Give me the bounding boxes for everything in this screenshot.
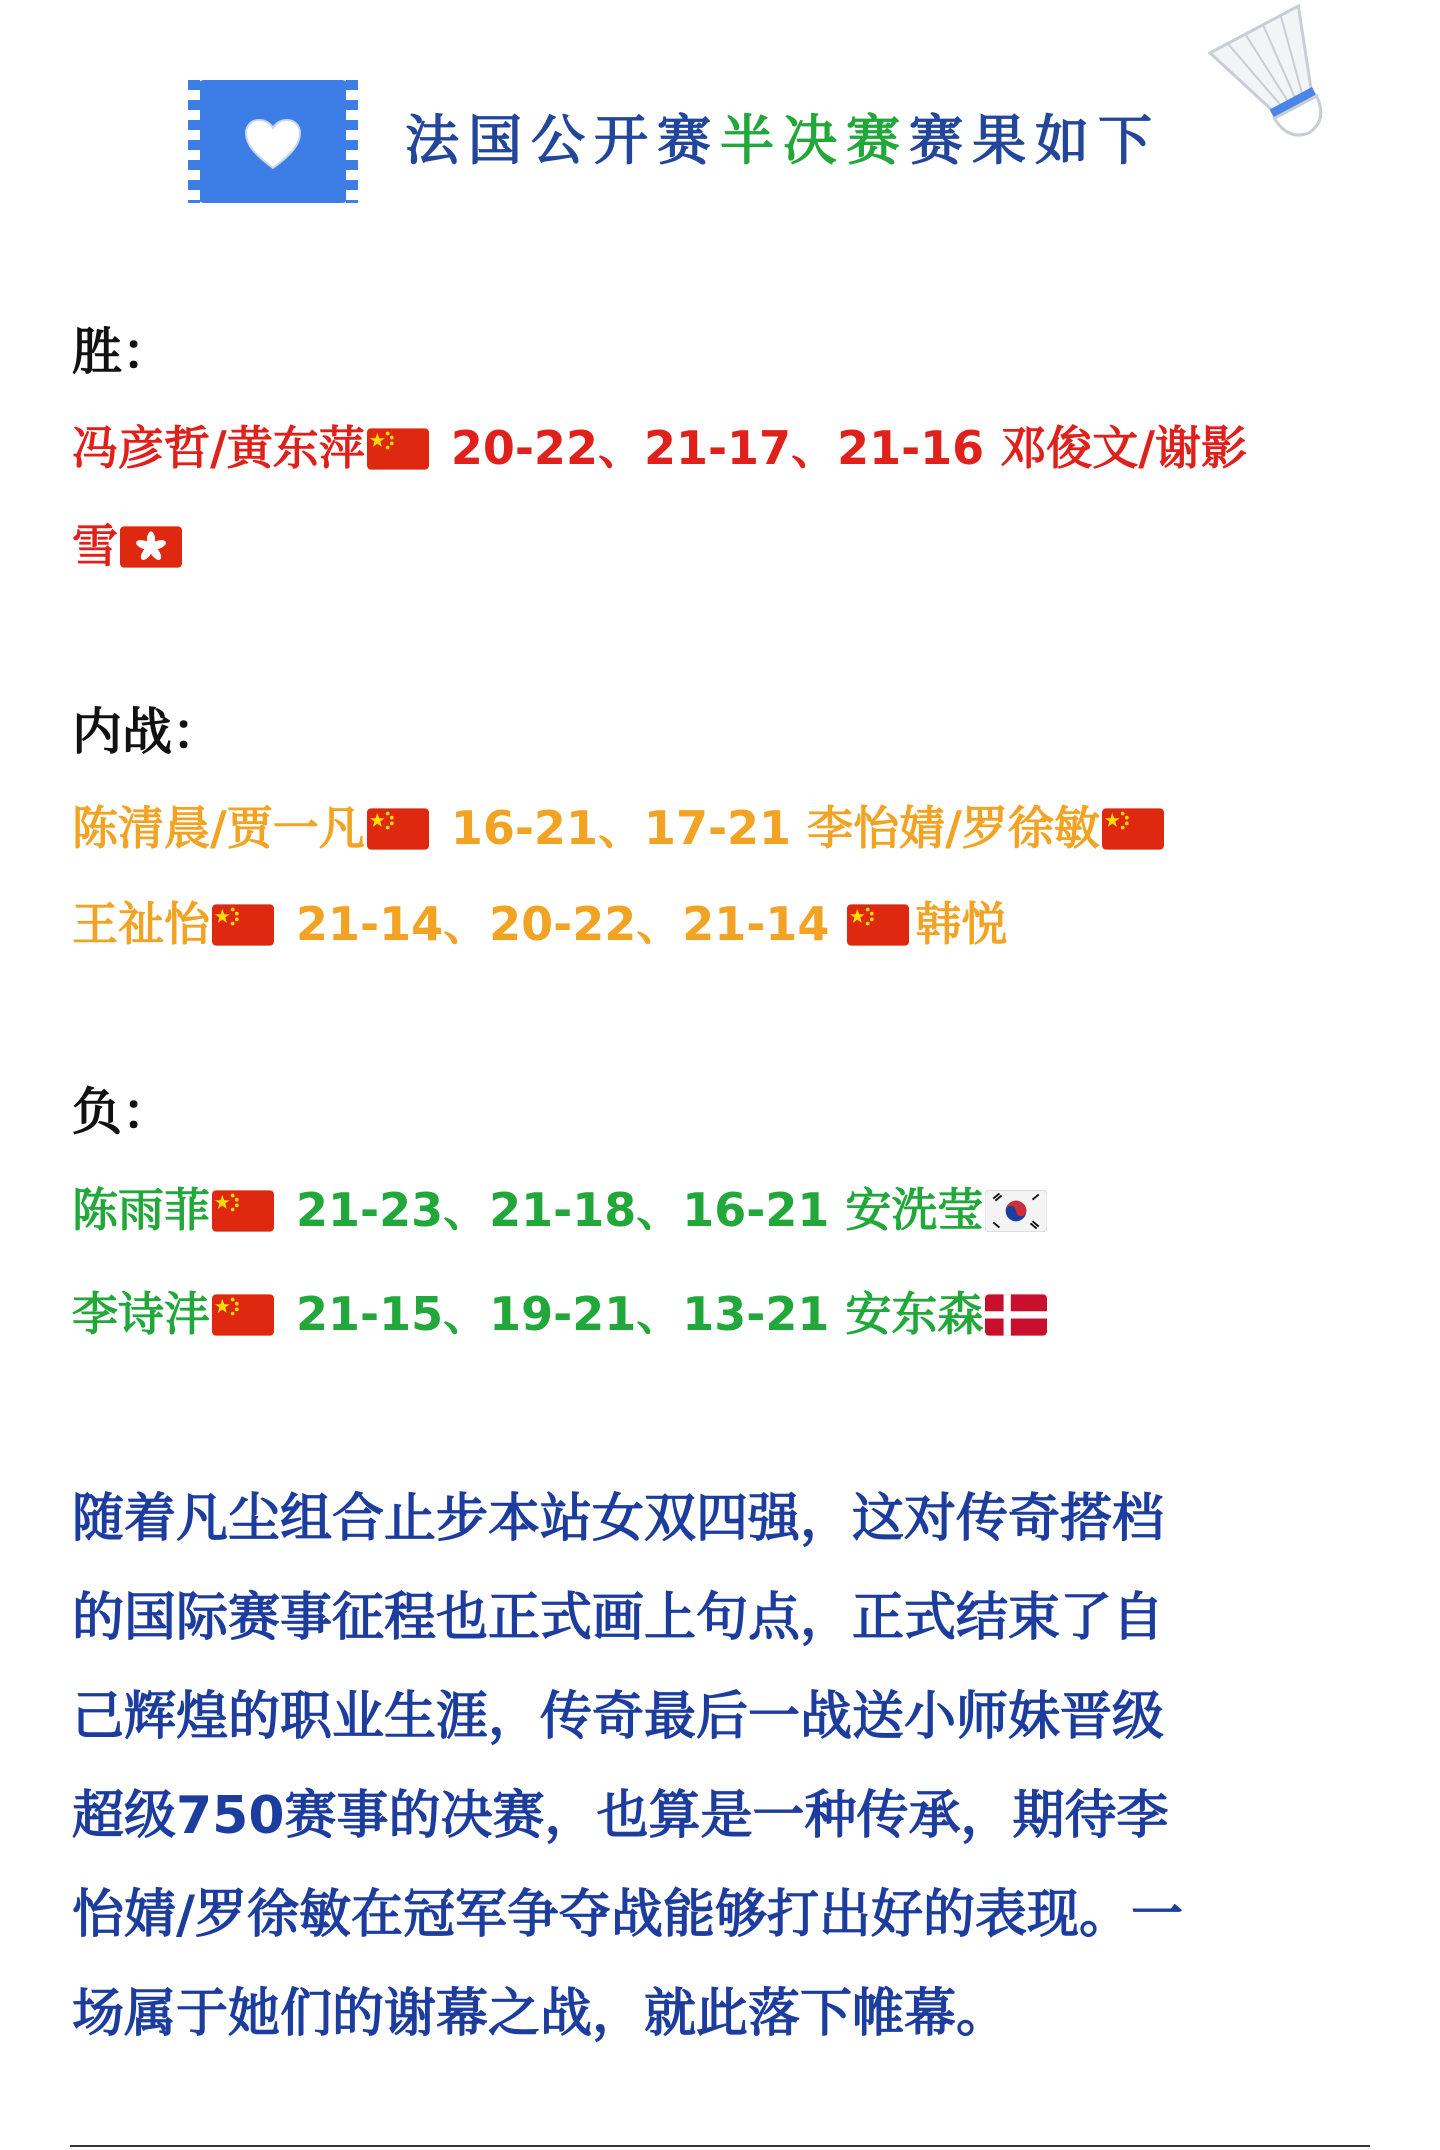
loss-player-2: 李诗沣 bbox=[72, 1287, 210, 1341]
commentary-paragraph bbox=[72, 1470, 1372, 2064]
civil-pair-1: 陈清晨/贾一凡 bbox=[72, 801, 365, 855]
page-title bbox=[405, 109, 1161, 173]
china-flag-icon bbox=[847, 904, 909, 946]
civil-score-2: 21-14、20-22、21-14 bbox=[280, 897, 846, 951]
civil-opponent-2: 韩悦 bbox=[915, 897, 1008, 951]
paragraph-line: 超级750赛事的决赛，也算是一种传承，期待李 bbox=[72, 1786, 1169, 1846]
loss-score-1: 21-23、21-18、16-21 安洗莹 bbox=[280, 1183, 984, 1237]
loss-player-1: 陈雨菲 bbox=[72, 1183, 210, 1237]
win-score-opponent: 20-22、21-17、21-16 邓俊文/谢影 bbox=[434, 421, 1247, 475]
blue-tag bbox=[198, 80, 348, 203]
china-flag-icon bbox=[212, 904, 274, 946]
civil-label: 内战： bbox=[72, 703, 222, 761]
win-label: 胜： bbox=[72, 323, 172, 381]
hong-kong-flag-icon bbox=[120, 526, 182, 568]
win-opponent-tail: 雪 bbox=[72, 519, 118, 573]
bottom-divider bbox=[70, 2145, 1370, 2147]
paragraph-line: 场属于她们的谢幕之战，就此落下帷幕。 bbox=[72, 1984, 1009, 2044]
china-flag-icon bbox=[367, 428, 429, 470]
loss-result-line-2 bbox=[72, 1286, 1053, 1342]
loss-score-2: 21-15、19-21、13-21 安东森 bbox=[280, 1287, 984, 1341]
paragraph-line: 随着凡尘组合止步本站女双四强，这对传奇搭档 bbox=[72, 1489, 1165, 1549]
civil-player-2: 王祉怡 bbox=[72, 897, 210, 951]
win-pair: 冯彦哲/黄东萍 bbox=[72, 421, 365, 475]
paragraph-line: 怡婧/罗徐敏在冠军争夺战能够打出好的表现。一 bbox=[72, 1885, 1183, 1945]
china-flag-icon bbox=[1102, 808, 1164, 850]
title-part2: 赛果如下 bbox=[909, 109, 1161, 172]
title-part1: 法国公开赛 bbox=[405, 109, 720, 172]
paragraph-line: 的国际赛事征程也正式画上句点，正式结束了自 bbox=[72, 1588, 1165, 1648]
loss-label: 负： bbox=[72, 1083, 172, 1141]
white-heart-icon bbox=[244, 118, 302, 170]
civil-score-1: 16-21、17-21 李怡婧/罗徐敏 bbox=[434, 801, 1100, 855]
title-highlight: 半决赛 bbox=[720, 109, 909, 172]
shuttlecock-icon bbox=[1190, 3, 1370, 153]
south-korea-flag-icon bbox=[985, 1190, 1047, 1232]
civil-result-line-1 bbox=[72, 800, 1170, 856]
china-flag-icon bbox=[212, 1190, 274, 1232]
civil-result-line-2 bbox=[72, 896, 1007, 952]
loss-result-line-1 bbox=[72, 1182, 1053, 1238]
china-flag-icon bbox=[212, 1294, 274, 1336]
win-result-line-1 bbox=[72, 420, 1247, 476]
china-flag-icon bbox=[367, 808, 429, 850]
paragraph-line: 己辉煌的职业生涯，传奇最后一战送小师妹晋级 bbox=[72, 1687, 1165, 1747]
denmark-flag-icon bbox=[985, 1294, 1047, 1336]
header bbox=[190, 75, 1340, 215]
win-result-line-2 bbox=[72, 518, 188, 574]
